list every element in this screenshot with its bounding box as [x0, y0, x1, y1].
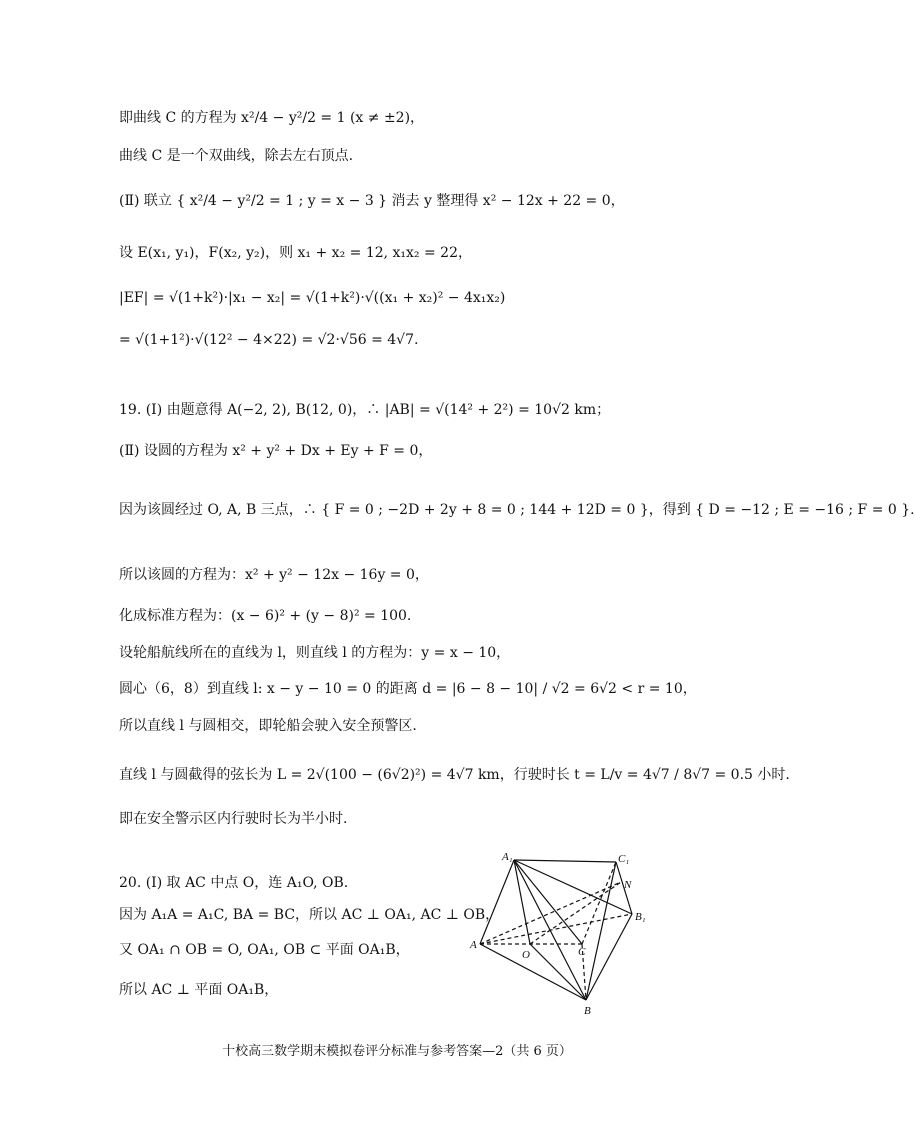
text-q19-standard: 化成标准方程为：(x − 6)² + (y − 8)² = 100. — [119, 608, 412, 624]
label-c: C — [578, 946, 586, 958]
label-o: O — [522, 949, 530, 961]
label-c1: C₁ — [618, 853, 630, 865]
edge-b1-b — [586, 914, 632, 1000]
text-curve-equation: 即曲线 C 的方程为 x²/4 − y²/2 = 1 (x ≠ ±2)， — [119, 110, 425, 126]
text-q20-therefore: 所以 AC ⊥ 平面 OA₁B， — [119, 982, 279, 998]
edge-c-c1 — [582, 862, 616, 944]
text-q19-distance: 圆心（6，8）到直线 l: x − y − 10 = 0 的距离 d = |6 − 8 − 10| / √2 = 6√2 < r = 10， — [119, 681, 697, 697]
text-q19-circle: 所以该圆的方程为：x² + y² − 12x − 16y = 0， — [119, 567, 429, 583]
edge-a1-c1 — [514, 860, 616, 862]
label-n: N — [624, 879, 632, 891]
edge-a-b — [480, 944, 586, 1000]
edge-c1-b — [586, 862, 616, 1000]
label-a1: A₁ — [502, 851, 513, 863]
text-curve-description: 曲线 C 是一个双曲线，除去左右顶点. — [119, 148, 354, 164]
text-part2-system: (Ⅱ) 联立 { x²/4 − y²/2 = 1 ; y = x − 3 } 消去 y 整理得 x² − 12x + 22 = 0， — [119, 193, 625, 209]
edge-a1-o — [514, 860, 530, 944]
text-q19-intersect: 所以直线 l 与圆相交，即轮船会驶入安全预警区. — [119, 718, 417, 734]
text-ef-length-1: |EF| = √(1+k²)·|x₁ − x₂| = √(1+k²)·√((x₁ + x₂)² − 4x₁x₂) — [119, 290, 506, 306]
label-b: B — [584, 1005, 591, 1017]
text-q20-part1: 20. (Ⅰ) 取 AC 中点 O，连 A₁O, OB. — [119, 875, 349, 891]
text-q19-part1: 19. (Ⅰ) 由题意得 A(−2, 2), B(12, 0)，∴ |AB| = √(14² + 2²) = 10√2 km； — [119, 402, 611, 418]
text-q19-system: 因为该圆经过 O, A, B 三点，∴ { F = 0 ; −2D + 2y + 8 = 0 ; 144 + 12D = 0 }，得到 { D = −12 ; E = −16 ; F = 0 }. — [119, 502, 915, 518]
text-q19-chord: 直线 l 与圆截得的弦长为 L = 2√(100 − (6√2)²) = 4√7 km，行驶时长 t = L/v = 4√7 / 8√7 = 0.5 小时. — [119, 767, 790, 783]
edge-o-n — [530, 882, 621, 944]
text-q19-conclusion: 即在安全警示区内行驶时长为半小时. — [119, 811, 348, 827]
edge-a-b1 — [480, 914, 632, 944]
label-a: A — [470, 939, 477, 951]
text-q20-because: 因为 A₁A = A₁C, BA = BC，所以 AC ⊥ OA₁, AC ⊥ OB， — [119, 907, 500, 923]
text-q19-line: 设轮船航线所在的直线为 l，则直线 l 的方程为：y = x − 10， — [119, 645, 511, 661]
text-ef-length-2: = √(1+1²)·√(12² − 4×22) = √2·√56 = 4√7. — [119, 332, 419, 348]
text-q19-part2: (Ⅱ) 设圆的方程为 x² + y² + Dx + Ey + F = 0， — [119, 443, 433, 459]
label-b1: B₁ — [635, 911, 646, 923]
page-footer: 十校高三数学期末模拟卷评分标准与参考答案—2（共 6 页） — [222, 1044, 572, 1059]
text-q20-also: 又 OA₁ ∩ OB = O, OA₁, OB ⊂ 平面 OA₁B， — [119, 942, 410, 958]
text-points-e-f: 设 E(x₁, y₁)，F(x₂, y₂)，则 x₁ + x₂ = 12, x₁x₂ = 22， — [119, 245, 472, 261]
prism-figure — [468, 848, 648, 1018]
